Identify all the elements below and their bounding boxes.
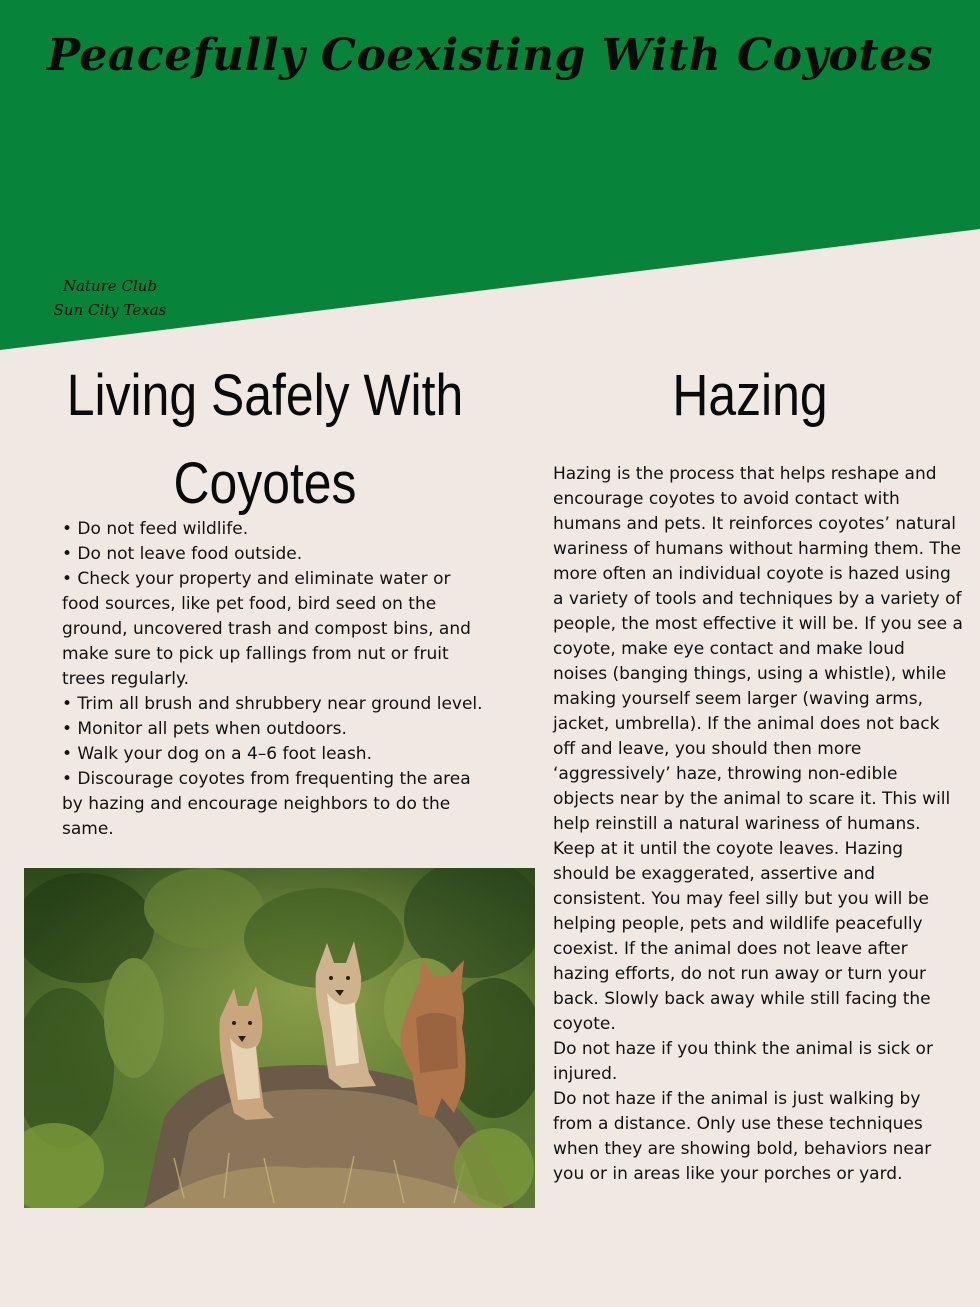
tip-item: • Check your property and eliminate water or food sources, like pet food, bird seed on the ground, uncovered trash and compost bins, and make sure to pick up fallings from nut or fruit trees regularly.: [62, 569, 471, 689]
coyote-pups-photo: [24, 868, 535, 1208]
tip-item: • Walk your dog on a 4–6 foot leash.: [62, 744, 372, 764]
hazing-paragraph: Do not haze if the animal is just walking by from a distance. Only use these techniques when they are showing bold, behaviors near you or in areas like your porches or yard.: [553, 1089, 932, 1184]
club-label: [40, 274, 180, 322]
club-name: Nature Club: [62, 277, 158, 295]
tip-item: • Trim all brush and shrubbery near ground level.: [62, 694, 483, 714]
safety-tips-list: [62, 517, 492, 842]
hazing-paragraph: Hazing is the process that helps reshape and encourage coyotes to avoid contact with humans and pets. It reinforces coyotes’ natural wariness of humans without harming them. The more often an individual coyote is hazed using a variety of tools and techniques by a variety of people, the most effective it will be. If you see a coyote, make eye contact and make loud noises (banging things, using a whistle), while making yourself seem larger (waving arms, jacket, umbrella). If the animal does not back off and leave, you should then more ‘aggressively’ haze, throwing non-edible objects near by the animal to scare it. This will help reinstill a natural wariness of humans. Keep at it until the coyote leaves. Hazing should be exaggerated, assertive and consistent. You may feel silly but you will be helping people, pets and wildlife peacefully coexist. If the animal does not leave after hazing efforts, do not run away or turn your back. Slowly back away while still facing the coyote.: [553, 464, 963, 1034]
hazing-paragraph: Do not haze if you think the animal is sick or injured.: [553, 1039, 933, 1084]
living-safely-heading: [63, 352, 467, 528]
tip-item: • Monitor all pets when outdoors.: [62, 719, 347, 739]
tip-item: • Do not feed wildlife.: [62, 519, 249, 539]
heading-line-2: Coyotes: [173, 451, 357, 516]
hazing-heading: Hazing: [672, 363, 828, 428]
club-location: Sun City Texas: [53, 301, 167, 319]
heading-line-1: Living Safely With: [66, 363, 464, 428]
tip-item: • Do not leave food outside.: [62, 544, 303, 564]
page-title: Peacefully Coexisting With Coyotes: [47, 30, 933, 81]
hazing-text: [553, 462, 963, 1187]
tip-item: • Discourage coyotes from frequenting the area by hazing and encourage neighbors to do the same.: [62, 769, 471, 839]
